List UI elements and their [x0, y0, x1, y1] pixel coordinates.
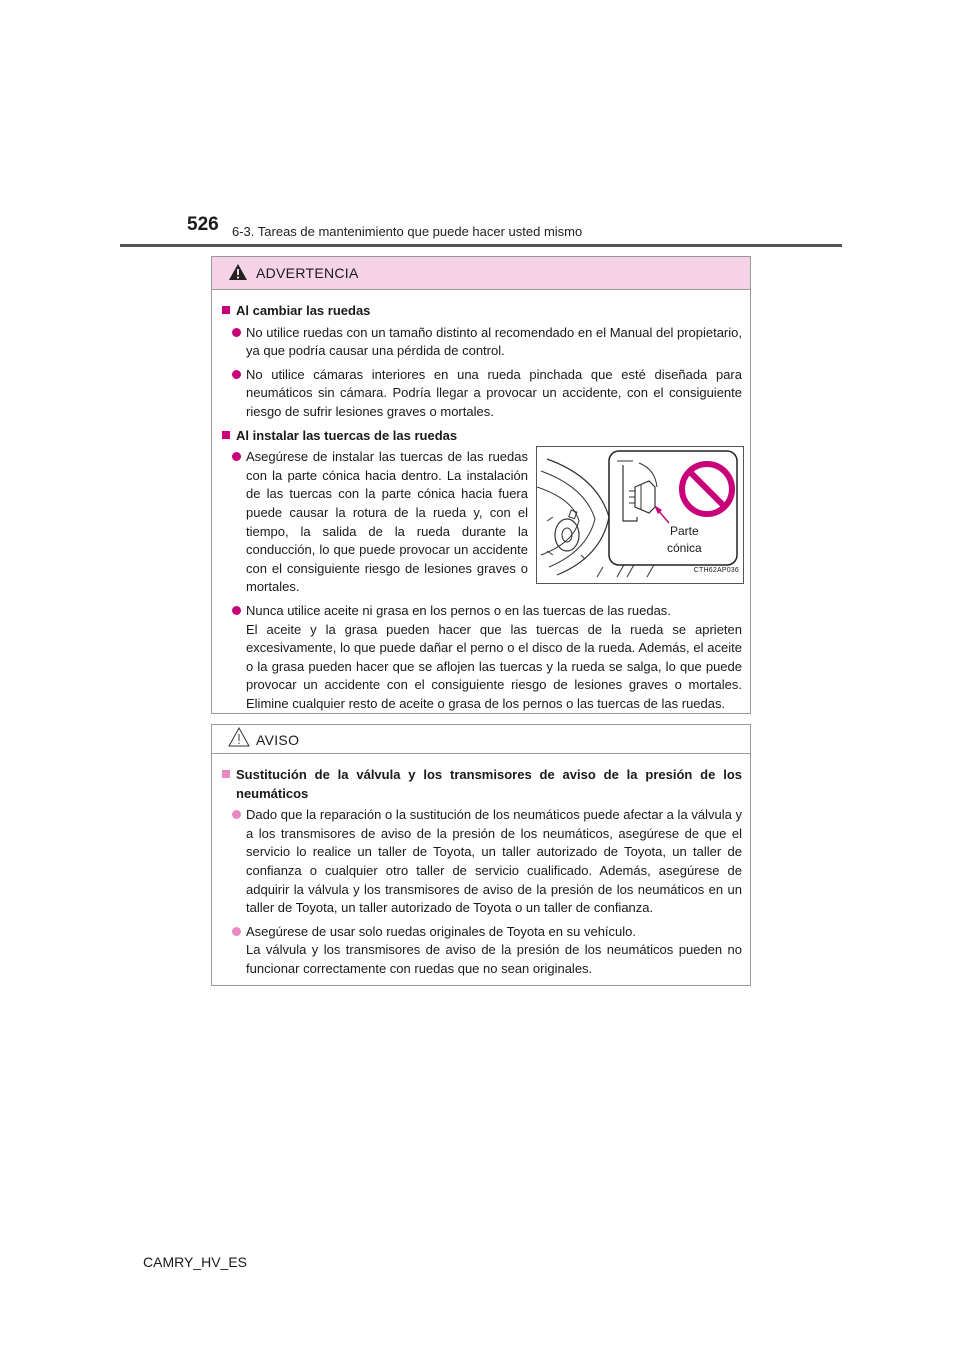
caution-triangle-icon [228, 727, 250, 752]
circle-bullet-icon [232, 328, 241, 337]
list-item: Nunca utilice aceite ni grasa en los pernos o en las tuercas de las ruedas. El aceite y la grasa pueden hacer que las tuercas de la rueda se aprieten excesivamente, lo que puede dañar el perno o el disco de la rueda. Además, el aceite o la grasa pueden hacer que se aflojen las tuercas y la rueda se salga, lo que puede provocar un accidente con el consiguiente riesgo de lesiones graves o mortales. Elimine cualquier resto de aceite o grasa de los pernos o las tuercas de las ruedas. [232, 602, 742, 714]
page-number: 526 [187, 214, 219, 235]
circle-bullet-icon [232, 606, 241, 615]
notice-box-header [212, 725, 750, 754]
list-item: Asegúrese de instalar las tuercas de las ruedas con la parte cónica hacia dentro. La instalación de las tuercas con la parte cónica hacia fuera puede causar la rotura de la rueda y, con el tiempo, la salida de la rueda durante la conducción, lo que puede provocar un accidente con el consiguiente riesgo de lesiones graves o mortales. [232, 448, 528, 597]
notice-content [212, 754, 750, 979]
warning-triangle-icon [228, 263, 248, 286]
section-heading: Sustitución de la válvula y los transmisores de aviso de la presión de los neumáticos [222, 766, 742, 803]
circle-bullet-icon [232, 810, 241, 819]
list-item: No utilice cámaras interiores en una rueda pinchada que esté diseñada para neumáticos sin cámara. Podría llegar a provocar un accidente, con el consiguiente riesgo de sufrir lesiones graves o mortales. [232, 366, 742, 422]
notice-title: AVISO [256, 732, 300, 748]
wheel-nut-illustration [536, 446, 744, 584]
footer-model-code: CAMRY_HV_ES [143, 1254, 248, 1270]
section-title: 6-3. Tareas de mantenimiento que puede hacer usted mismo [232, 224, 583, 239]
figure-code: CTH62AP036 [693, 566, 739, 574]
warning-box [211, 256, 751, 714]
section-heading: Al instalar las tuercas de las ruedas [222, 427, 742, 446]
list-item: Asegúrese de usar solo ruedas originales de Toyota en su vehículo. La válvula y los transmisores de aviso de la presión de los neumáticos pueden no funcionar correctamente con ruedas que no sean originales. [232, 923, 742, 979]
header-rule [120, 244, 842, 247]
list-item: Dado que la reparación o la sustitución de los neumáticos puede afectar a la válvula y a los transmisores de aviso de la presión de los neumáticos, asegúrese de que el servicio lo realice un taller de Toyota, un taller autorizado de Toyota, un taller de confianza o cualquier otro taller de servicio cualificado. Además, asegúrese de adquirir la válvula y los transmisores de aviso de la presión de los neumáticos en un taller de Toyota, un taller autorizado de Toyota o un taller de confianza. [232, 806, 742, 918]
square-bullet-icon [222, 306, 230, 314]
warning-title: ADVERTENCIA [256, 265, 359, 281]
warning-box-header [212, 257, 750, 290]
circle-bullet-icon [232, 452, 241, 461]
figure-row [222, 448, 742, 602]
square-bullet-icon [222, 431, 230, 439]
figure-label: Parte cónica [667, 524, 702, 556]
notice-box [211, 724, 751, 986]
list-item: No utilice ruedas con un tamaño distinto al recomendado en el Manual del propietario, ya que podría causar una pérdida de control. [232, 324, 742, 361]
circle-bullet-icon [232, 370, 241, 379]
square-bullet-icon [222, 770, 230, 778]
circle-bullet-icon [232, 927, 241, 936]
section-heading: Al cambiar las ruedas [222, 302, 742, 321]
warning-content [212, 290, 750, 713]
